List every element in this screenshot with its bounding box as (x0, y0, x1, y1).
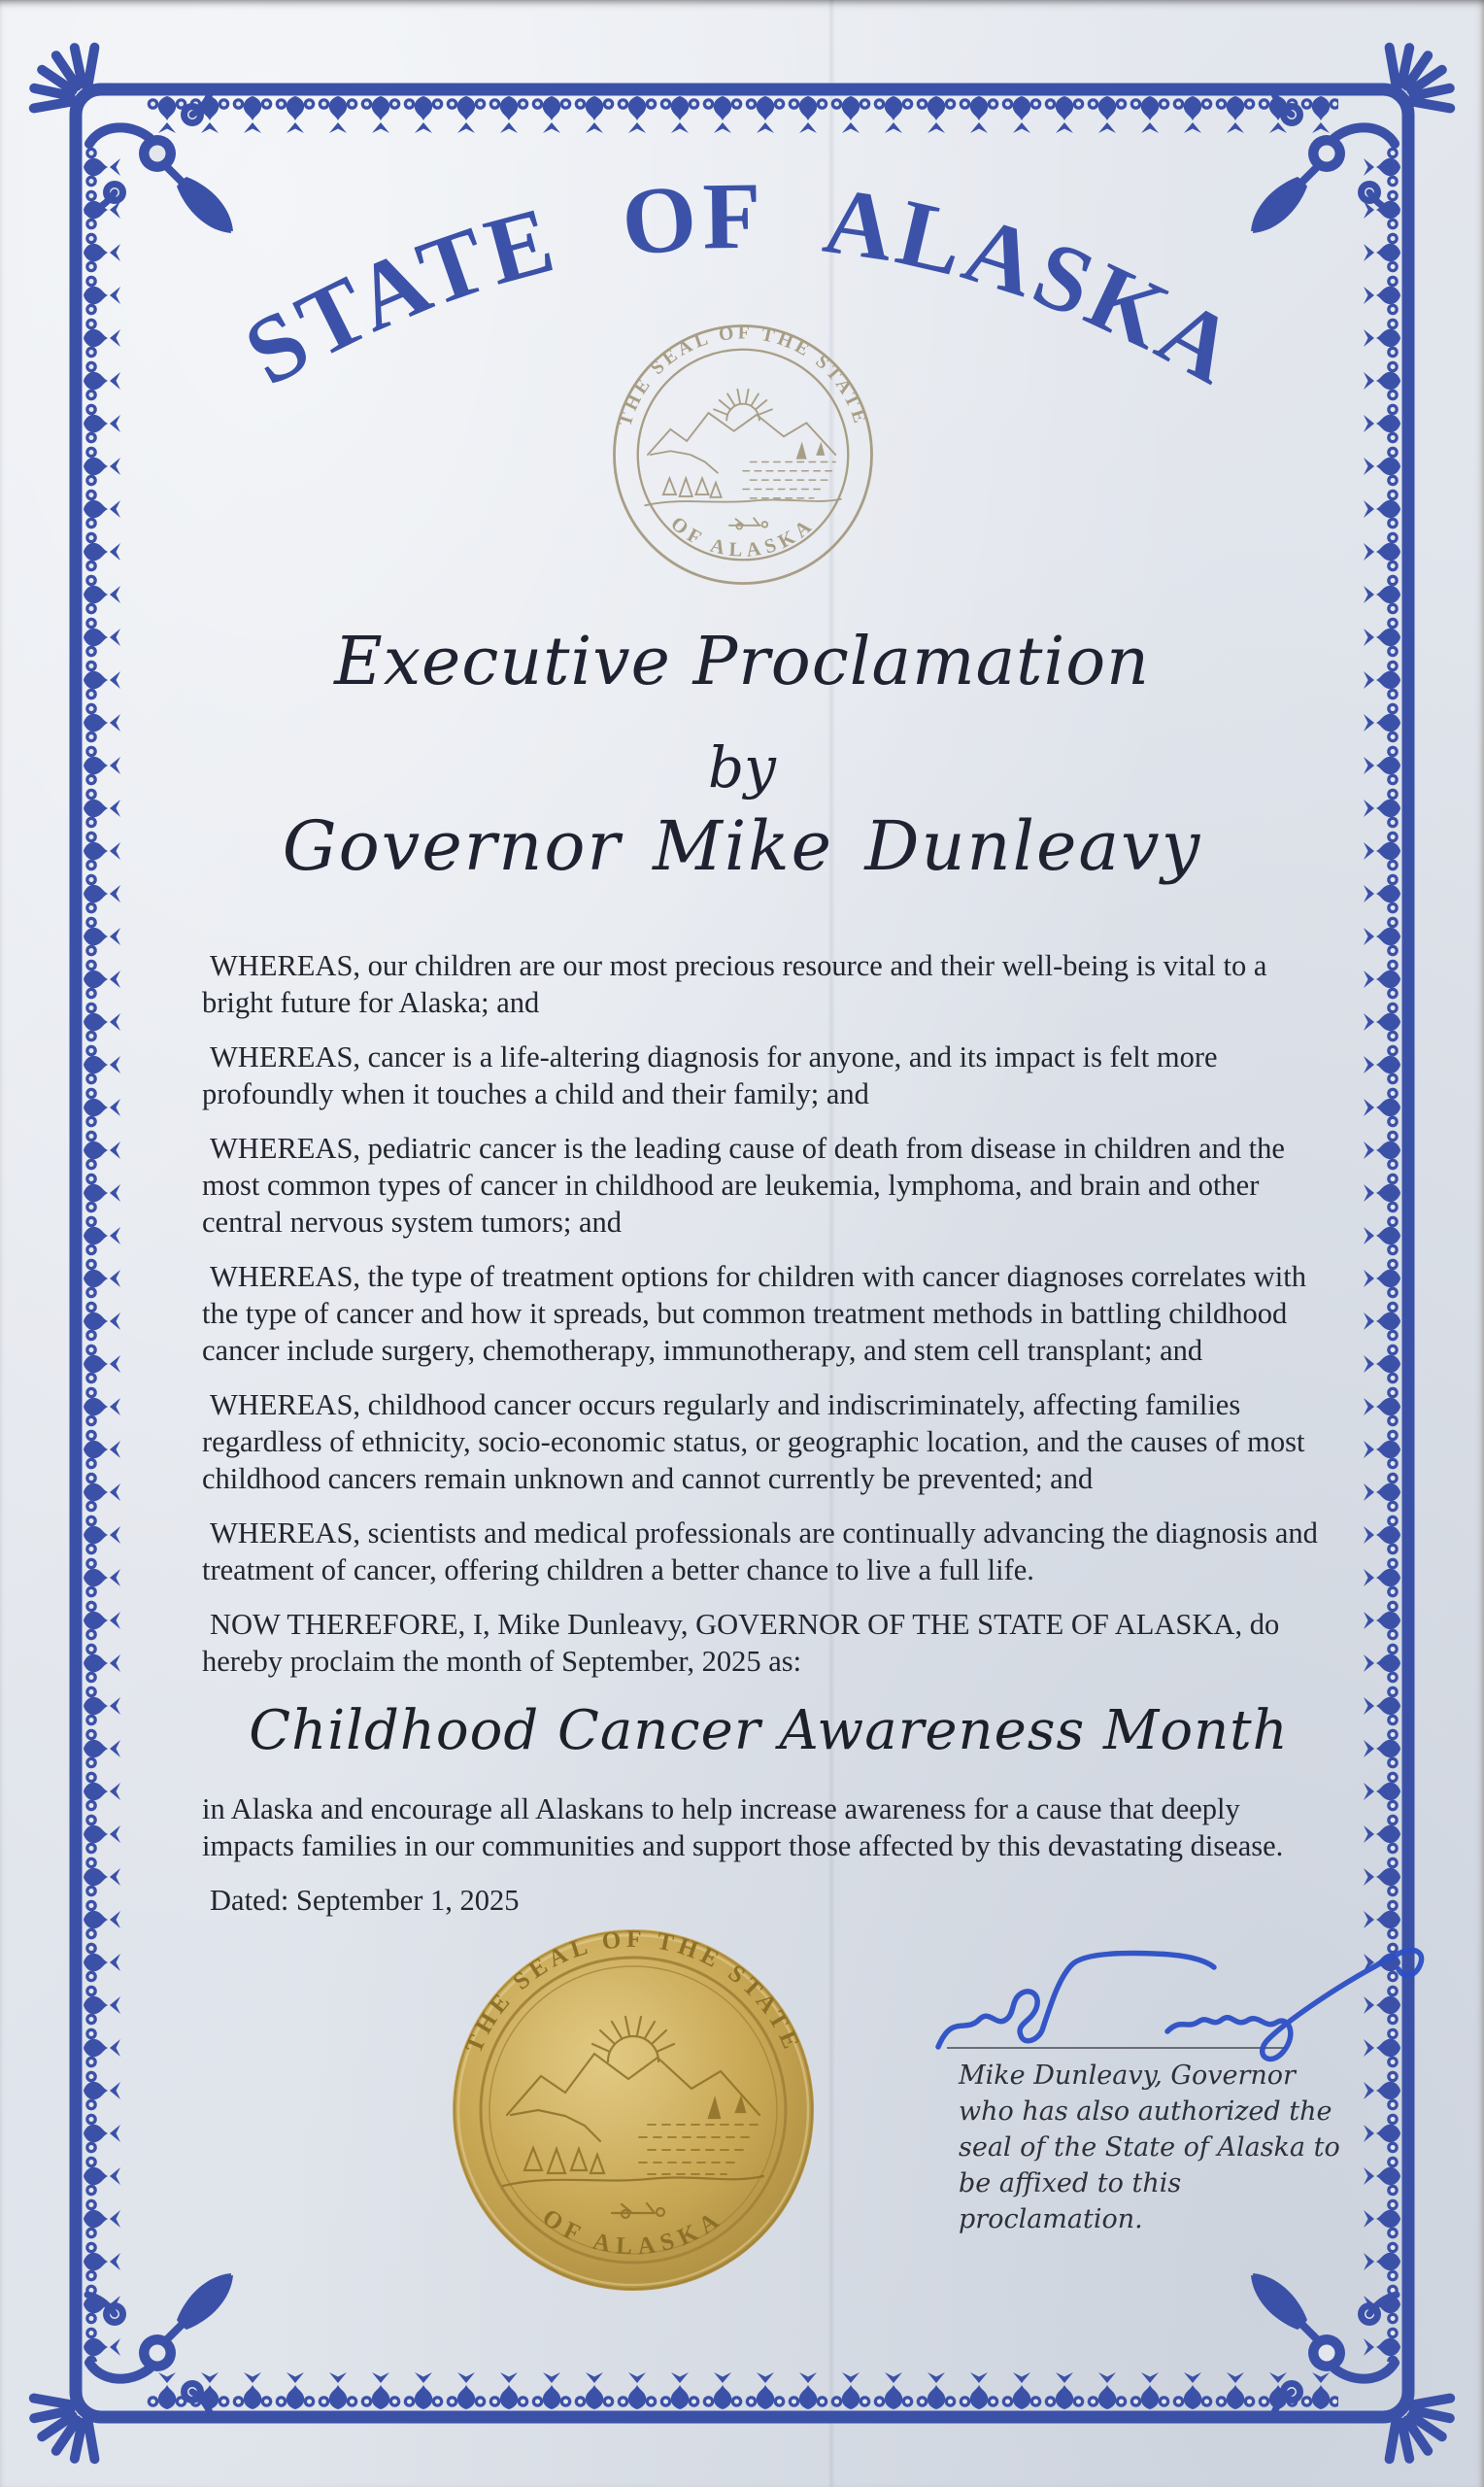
whereas-clause: WHEREAS, our children are our most precious resource and their well-being is vital to a bright future for Alaska; and (202, 949, 1267, 1019)
closing-paragraph: in Alaska and encourage all Alaskans to help increase awareness for a cause that deeply impacts families in our communities and support those affected by this devastating disease. (202, 1792, 1284, 1862)
state-title-text: STATE OF ALASKA (228, 163, 1256, 407)
state-seal-outline (607, 319, 879, 591)
authorization-line: who has also authorized the (959, 2096, 1332, 2127)
seal-bottom-arc: OF ALASKA (666, 513, 820, 562)
signature-ink (938, 1950, 1422, 2059)
gold-seal-bottom-arc: OF ALASKA (537, 2203, 729, 2261)
whereas-clause: WHEREAS, the type of treatment options for children with cancer diagnoses correlates with the type of cancer and how it spreads, but common treatment methods in battling childhood cancer include surgery, chemotherapy, immunotherapy, and stem cell transplant; and (202, 1260, 1307, 1367)
signature-caption (959, 2058, 1366, 2237)
whereas-clause: WHEREAS, childhood cancer occurs regularly and indiscriminately, affecting families regardless of ethnicity, socio-economic status, or geographic location, and the causes of most childhood cancers remain unknown and cannot currently be prevented; and (202, 1388, 1305, 1495)
gold-seal-top-arc: THE SEAL OF THE STATE (460, 1925, 806, 2058)
proclamation-month-title: Childhood Cancer Awareness Month (249, 1699, 1289, 1762)
by-line: by (708, 734, 776, 801)
governor-name-line: Governor Mike Dunleavy (282, 806, 1202, 886)
whereas-clause: WHEREAS, cancer is a life-altering diagnosis for anyone, and its impact is felt more profoundly when it touches a child and their family; and (202, 1040, 1218, 1110)
gold-foil-seal (449, 1925, 818, 2295)
authorization-line: seal of the State of Alaska to (959, 2132, 1340, 2163)
dated-line: Dated: September 1, 2025 (210, 1884, 520, 1917)
seal-artwork (645, 390, 841, 529)
proclamation-body (202, 947, 1335, 1936)
exec-proclamation-title: Executive Proclamation (334, 624, 1150, 700)
whereas-clause: WHEREAS, scientists and medical professionals are continually advancing the diagnosis and treatment of cancer, offering children a better chance to live a full life. (202, 1516, 1318, 1586)
seal-top-arc: THE SEAL OF THE STATE (615, 323, 871, 429)
governor-name-caption: Mike Dunleavy, Governor (959, 2061, 1296, 2091)
authorization-line: be affixed to this proclamation. (959, 2168, 1182, 2234)
whereas-clause: WHEREAS, pediatric cancer is the leading cause of death from disease in children and the most common types of cancer in childhood are leukemia, lymphoma, and brain and other central nervous system tumors; and (202, 1132, 1285, 1239)
now-therefore-clause: NOW THEREFORE, I, Mike Dunleavy, GOVERNOR OF THE STATE OF ALASKA, do hereby proclaim the month of September, 2025 as: (202, 1608, 1280, 1678)
